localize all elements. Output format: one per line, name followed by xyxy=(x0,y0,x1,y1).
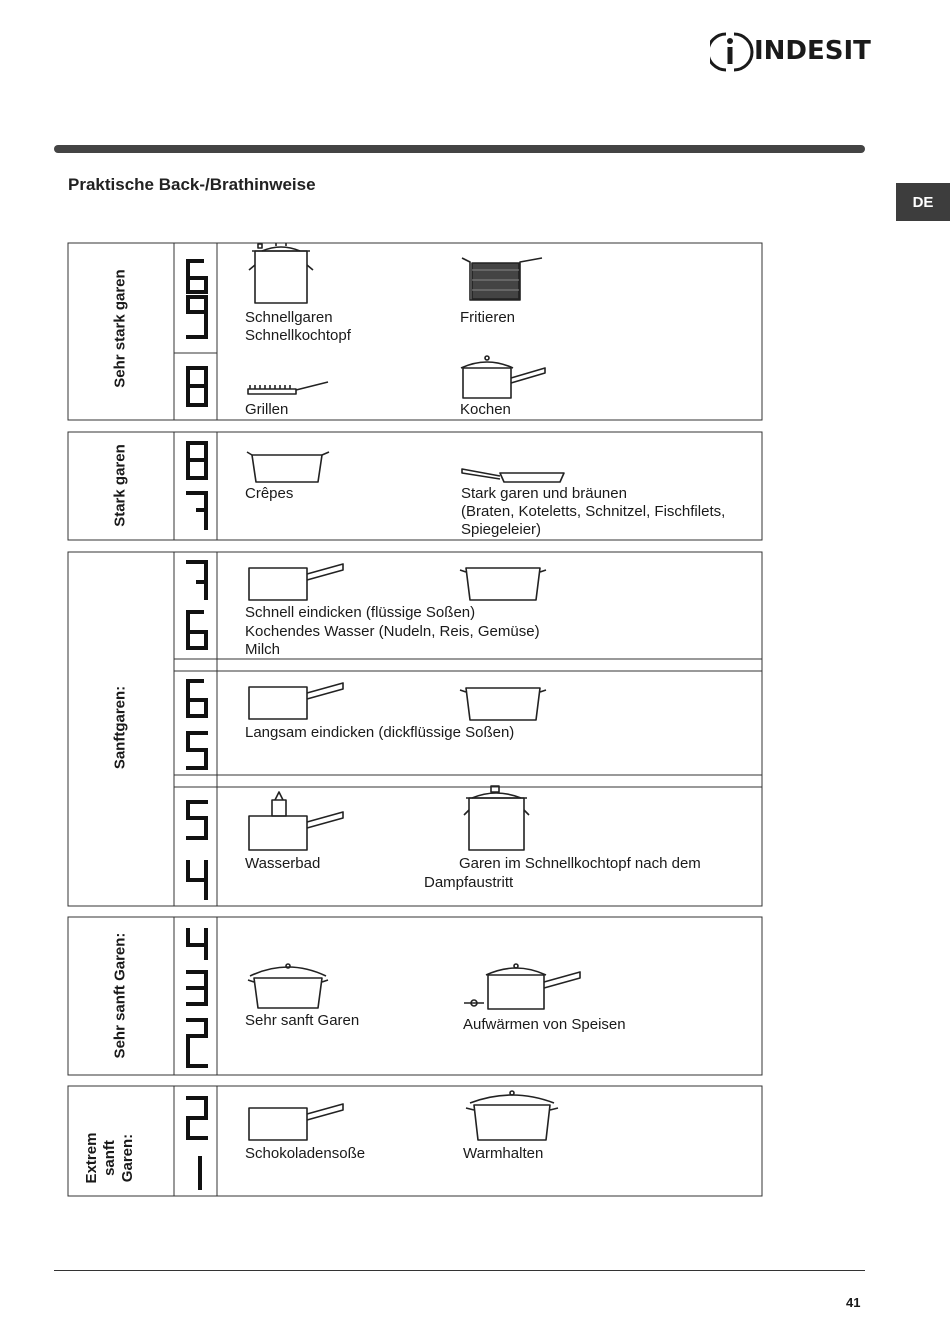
fryer-basket-icon xyxy=(462,258,542,300)
item-crepes: Crêpes xyxy=(245,485,294,502)
item-stark-garen-detail: (Braten, Koteletts, Schnitzel, Fischfilets, xyxy=(461,503,726,520)
level-digits xyxy=(182,261,206,1188)
pot-icon-2 xyxy=(460,688,546,720)
crepe-pot-icon xyxy=(247,452,329,482)
section-label-very-gentle: Sehr sanft Garen: xyxy=(111,932,129,1059)
frying-pan-icon xyxy=(462,469,564,482)
section-label-extreme xyxy=(83,1118,137,1198)
page-title: Praktische Back-/Brathinweise xyxy=(68,175,316,194)
item-dampfaustritt: Dampfaustritt xyxy=(424,874,514,891)
saucepan-lid-icon xyxy=(461,356,545,398)
reheat-pot-icon xyxy=(464,964,580,1009)
section-label-very-strong: Sehr stark garen xyxy=(111,269,129,388)
item-schnell-eindicken: Schnell eindicken (flüssige Soßen) xyxy=(245,604,476,621)
item-fritieren: Fritieren xyxy=(460,309,516,326)
water-bath-icon xyxy=(249,792,343,850)
item-schnellgaren: Schnellgaren xyxy=(245,309,333,326)
brand-name: INDESIT xyxy=(754,36,871,66)
item-milch: Milch xyxy=(245,641,281,658)
label-line-3: Garen: xyxy=(119,1133,136,1183)
saucepan-icon-3 xyxy=(249,1104,343,1140)
item-aufwaermen: Aufwärmen von Speisen xyxy=(463,1016,626,1033)
saucepan-icon xyxy=(249,564,343,600)
item-grillen: Grillen xyxy=(245,401,289,418)
item-warmhalten: Warmhalten xyxy=(463,1145,544,1162)
section-label-gentle: Sanftgaren: xyxy=(111,685,129,770)
label-line-1: Extrem xyxy=(83,1132,100,1184)
pressure-cooker-icon-2 xyxy=(464,786,529,850)
item-kochendes-wasser: Kochendes Wasser (Nudeln, Reis, Gemüse) xyxy=(245,623,540,640)
label-line-2: sanft xyxy=(101,1140,118,1176)
page-number: 41 xyxy=(846,1295,861,1310)
covered-pot-icon xyxy=(248,964,328,1008)
pressure-cooker-icon xyxy=(249,243,313,303)
footer-rule xyxy=(54,1270,865,1271)
item-langsam-eindicken: Langsam eindicken (dickflüssige Soßen) xyxy=(245,724,515,741)
item-garen-schnellkochtopf: Garen im Schnellkochtopf nach dem xyxy=(459,855,701,872)
item-kochen: Kochen xyxy=(460,401,511,418)
item-stark-garen-detail-2: Spiegeleier) xyxy=(461,521,542,538)
grill-pan-icon xyxy=(248,382,328,394)
item-wasserbad: Wasserbad xyxy=(245,855,321,872)
pot-icon xyxy=(460,568,546,600)
warming-pot-icon xyxy=(466,1091,558,1140)
section-label-strong: Stark garen xyxy=(111,444,129,527)
language-badge: DE xyxy=(896,183,950,221)
item-stark-garen: Stark garen und bräunen xyxy=(461,485,627,502)
item-schokoladensosse: Schokoladensoße xyxy=(245,1145,366,1162)
saucepan-icon-2 xyxy=(249,683,343,719)
item-sehr-sanft-garen: Sehr sanft Garen xyxy=(245,1012,360,1029)
item-schnellkochtopf: Schnellkochtopf xyxy=(245,327,351,344)
